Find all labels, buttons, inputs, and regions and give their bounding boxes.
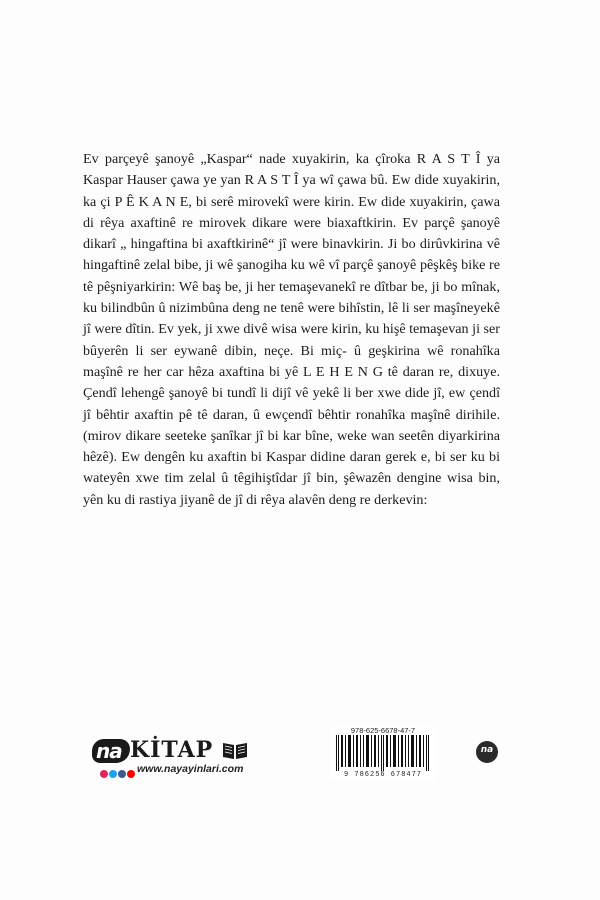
- barcode-digits: 9 786256 678477: [343, 771, 422, 779]
- barcode-bars: [336, 735, 430, 771]
- publisher-url: www.nayayinlari.com: [137, 763, 244, 775]
- social-icon: [100, 770, 108, 778]
- social-icon: [127, 770, 135, 778]
- isbn-barcode: [330, 726, 436, 780]
- social-icon: [109, 770, 117, 778]
- social-icon: [118, 770, 126, 778]
- publisher-logo-na: na: [92, 736, 130, 766]
- isbn-number: 978-625-6678-47-7: [350, 726, 416, 735]
- publisher-logo-kitap: KİTAP: [130, 737, 214, 763]
- social-icons: [100, 765, 136, 775]
- back-cover-blurb: [83, 149, 500, 511]
- open-book-icon: [222, 740, 248, 760]
- publisher-seal: na: [476, 741, 498, 763]
- blurb-text: Ev parçeyê şanoyê „Kaspar“ nade xuyakirin, ka çîroka R A S T Î ya Kaspar Hauser çawa ye yan R A S T Î ya wî çawa bû. Ew dide xuyakirin, ka çi P Ê K A N E, bi serê mirovekî were kirin. Ew dide xuyakirin, çawa di rêya axaftinê re mirovek dikare were biaxaftkirin. Ev parçê şanoyê dikarî „ hingaftina bi axaftkirinê“ jî were binavkirin. Ji bo dirûvkirina vê hingaftinê zelal bibe, ji wê şanogiha ku wê vî parçê şanoyê pêşkêş bike re tê pêşniyarkirin: Wê baş be, ji her temaşevanekî re dîtbar be, ji bo mînak, ku bilindbûn û nizimbûna deng ne tenê were bihîstin, lê li ser maşîneyekê jî were dîtin. Ev yek, ji xwe divê wisa were kirin, ku hişê temaşevan ji ser bûyerên li ser eywanê dibin, neçe. Bi miç- û geşkirina wê ronahîka maşînê re her car hêza axaftina bi yê L E H E N G tê daran re, dixuye. Çendî lehengê şanoyê bi tundî li dijî vê yekê li ber xwe dide jî, ew çendî jî bêhtir axaftin pê tê daran, û ewçendî bêhtir ronahîka maşînê dirihile. (mirov dikare seeteke şanîkar jî bi kar bîne, weke wan seetên diyarkirina hêzê). Ew dengên ku axaftin bi Kaspar didine daran gerek e, bi ser ku bi wateyên xwe tim zelal û têgihiştîdar jî bin, şêwazên dengine wisa bin, yên ku di rastiya jiyanê de jî di rêya alavên deng re derkevin:: [83, 151, 500, 508]
